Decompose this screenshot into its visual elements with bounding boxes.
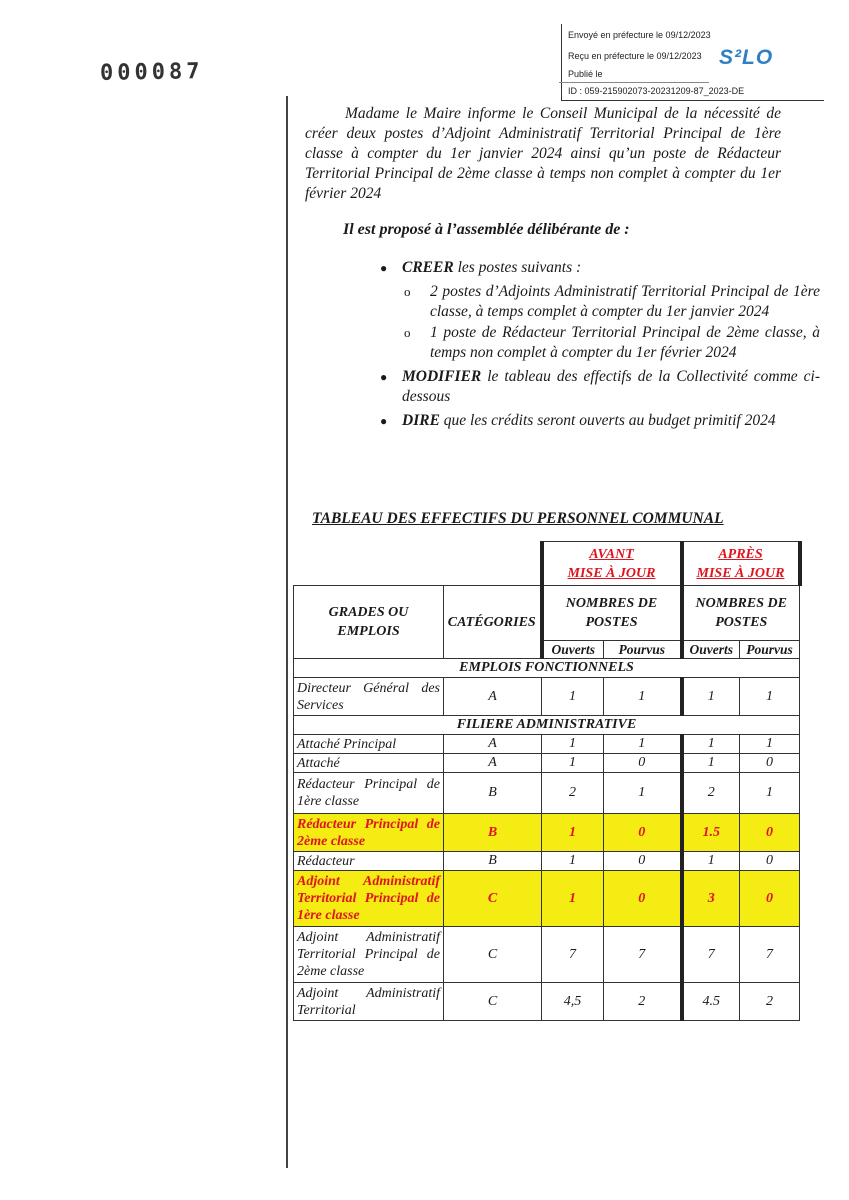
table-row: Attaché A 1 0 1 0	[294, 754, 800, 773]
stamp-published: Publié le	[568, 69, 603, 79]
section-row	[294, 659, 800, 678]
sub-item-text: 2 postes d’Adjoints Administratif Territorial Principal de 1ère classe, à temps complet à compter du 1er janvier 2024	[430, 282, 820, 320]
section-fonctionnels: EMPLOIS FONCTIONNELS	[294, 659, 800, 678]
stamp-sent: Envoyé en préfecture le 09/12/2023	[568, 30, 711, 40]
table-header-main	[294, 586, 800, 641]
sub-item-adjoints	[394, 282, 820, 323]
posts-after-header: NOMBRES DE POSTES	[682, 586, 800, 641]
open-header: Ouverts	[542, 641, 604, 659]
action-verb: DIRE	[402, 411, 440, 429]
page-number: 000087	[99, 59, 204, 86]
table-row-highlighted: Adjoint Administratif Territorial Principal de 1ère classe C 1 0 3 0	[294, 871, 800, 927]
bullet-icon: ●	[380, 413, 388, 428]
categories-header: CATÉGORIES	[444, 586, 542, 659]
filled-header: Pourvus	[604, 641, 682, 659]
table-row: Directeur Général des Services A 1 1 1 1	[294, 678, 800, 716]
sub-item-redacteur	[394, 323, 820, 364]
filled-header: Pourvus	[740, 641, 800, 659]
open-header: Ouverts	[682, 641, 740, 659]
table-row: Adjoint Administratif Territorial Principal de 2ème classe C 7 7 7 7	[294, 927, 800, 983]
table-title: TABLEAU DES EFFECTIFS DU PERSONNEL COMMUNAL	[312, 510, 724, 527]
bullet-icon: ●	[380, 369, 388, 384]
action-dire	[380, 411, 820, 432]
section-row	[294, 716, 800, 735]
circle-bullet-icon: o	[404, 283, 411, 299]
posts-before-header: NOMBRES DE POSTES	[542, 586, 682, 641]
action-verb: CREER	[402, 259, 454, 276]
action-list	[380, 258, 820, 434]
action-text: le tableau des effectifs de la Collectivité comme ci-dessous	[402, 367, 820, 405]
stamp-divider	[559, 82, 709, 83]
action-create	[380, 258, 820, 279]
table-row: Rédacteur Principal de 1ère classe B 2 1 2 1	[294, 773, 800, 814]
staff-table	[293, 541, 802, 1021]
action-verb: MODIFIER	[402, 367, 482, 385]
intro-paragraph	[305, 104, 781, 204]
table-header-top	[294, 542, 800, 586]
action-text: que les crédits seront ouverts au budget primitif 2024	[439, 411, 776, 429]
table-row-highlighted: Rédacteur Principal de 2ème classe B 1 0 1.5 0	[294, 814, 800, 852]
action-modify	[380, 367, 820, 408]
sub-item-text: 1 poste de Rédacteur Territorial Principal de 2ème classe, à temps non complet à compter du 1er février 2024	[430, 323, 820, 361]
before-update-header: AVANT MISE À JOUR	[542, 542, 682, 586]
table-row: Attaché Principal A 1 1 1 1	[294, 735, 800, 754]
prefecture-stamp	[561, 24, 824, 101]
grades-header: GRADES OU EMPLOIS	[294, 586, 444, 659]
table-row: Adjoint Administratif Territorial C 4,5 2 4.5 2	[294, 983, 800, 1021]
proposal-heading: Il est proposé à l’assemblée délibérante de :	[343, 221, 630, 238]
bullet-icon: ●	[380, 261, 388, 275]
stamp-received: Reçu en préfecture le 09/12/2023	[568, 51, 702, 61]
table-row: Rédacteur B 1 0 1 0	[294, 852, 800, 871]
after-update-header: APRÈS MISE À JOUR	[682, 542, 800, 586]
section-administrative: FILIERE ADMINISTRATIVE	[294, 716, 800, 735]
margin-line	[286, 96, 288, 1168]
action-text: les postes suivants :	[453, 259, 582, 276]
s2lo-logo: S²LO	[719, 46, 774, 69]
intro-text: Madame le Maire informe le Conseil Municipal de la nécessité de créer deux postes d’Adjoint Administratif Territorial Principal de 1ère classe à compter du 1er janvier 2024 ainsi qu’un poste de Rédacteur Territorial Principal de 2ème classe à temps non complet à compter du 1er février 2024	[305, 105, 781, 202]
circle-bullet-icon: o	[404, 324, 411, 340]
stamp-id: ID : 059-215902073-20231209-87_2023-DE	[568, 86, 745, 96]
